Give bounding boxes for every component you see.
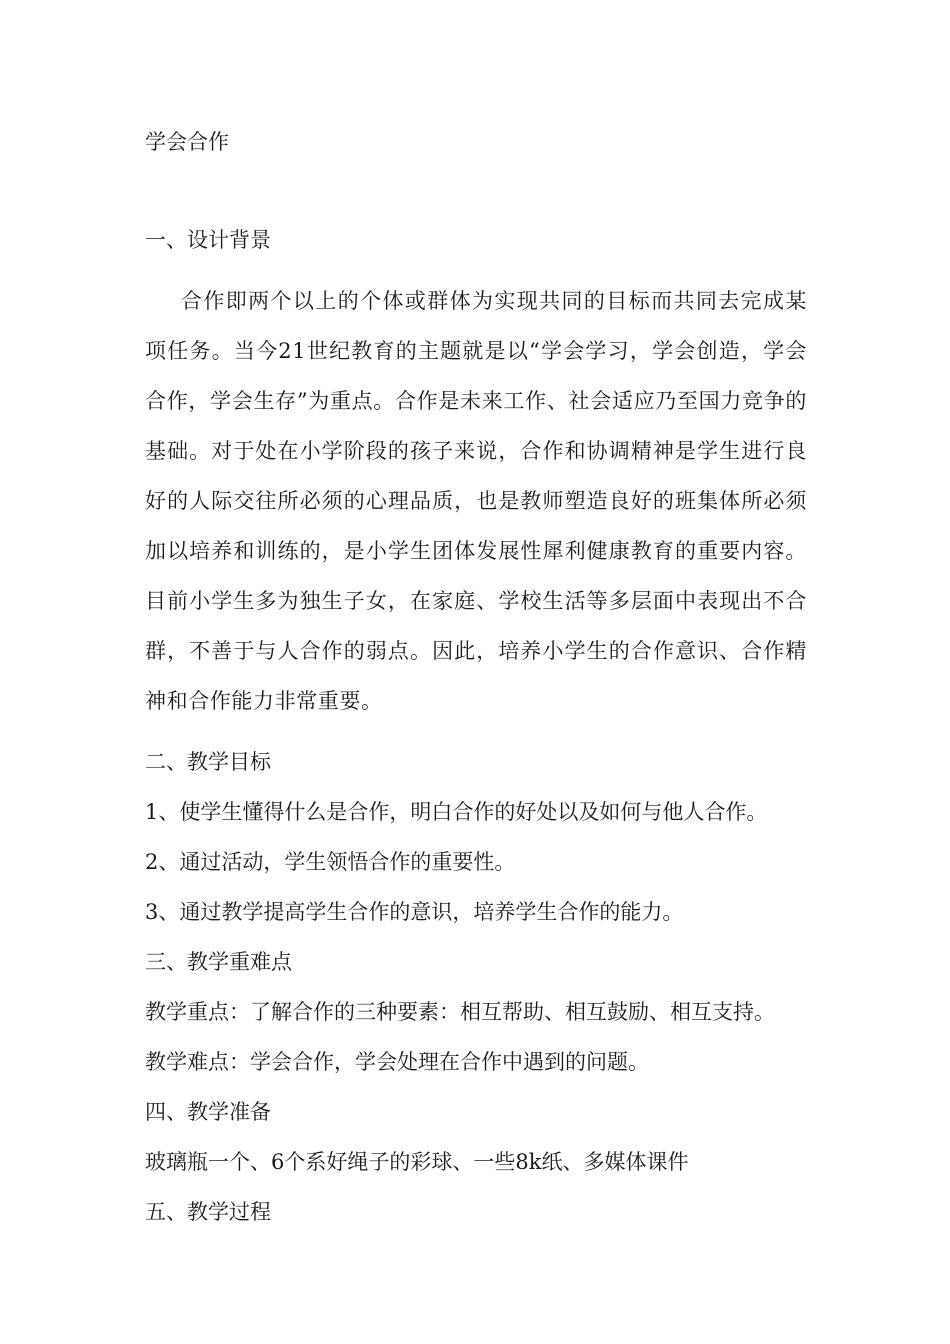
document-title: 学会合作 (145, 130, 229, 154)
document-page (145, 128, 807, 1226)
goal-item: 1、使学生懂得什么是合作，明白合作的好处以及如何与他人合作。 (145, 800, 768, 824)
goal-item: 2、通过活动，学生领悟合作的重要性。 (145, 850, 516, 874)
section-heading-key-points: 三、教学重难点 (145, 950, 292, 974)
section-heading-goals: 二、教学目标 (145, 750, 271, 774)
key-point-difficulty: 教学难点：学会合作，学会处理在合作中遇到的问题。 (145, 1050, 649, 1074)
section-heading-background: 一、设计背景 (145, 228, 271, 252)
key-point-focus: 教学重点：了解合作的三种要素：相互帮助、相互鼓励、相互支持。 (145, 1000, 775, 1024)
section-heading-process: 五、教学过程 (145, 1200, 271, 1224)
goal-item: 3、通过教学提高学生合作的意识，培养学生合作的能力。 (145, 900, 684, 924)
preparation-materials: 玻璃瓶一个、6个系好绳子的彩球、一些8k纸、多媒体课件 (145, 1150, 689, 1174)
section-heading-preparation: 四、教学准备 (145, 1100, 271, 1124)
background-paragraph: 合作即两个以上的个体或群体为实现共同的目标而共同去完成某项任务。当今21世纪教育的主题就是以“学会学习，学会创造，学会合作，学会生存”为重点。合作是未来工作、社会适应乃至国力竞争的基础。对于处在小学阶段的孩子来说，合作和协调精神是学生进行良好的人际交往所必须的心理品质，也是教师塑造良好的班集体所必须加以培养和训练的，是小学生团体发展性犀利健康教育的重要内容。目前小学生多为独生子女，在家庭、学校生活等多层面中表现出不合群，不善于与人合作的弱点。因此，培养小学生的合作意识、合作精神和合作能力非常重要。 (145, 289, 807, 713)
